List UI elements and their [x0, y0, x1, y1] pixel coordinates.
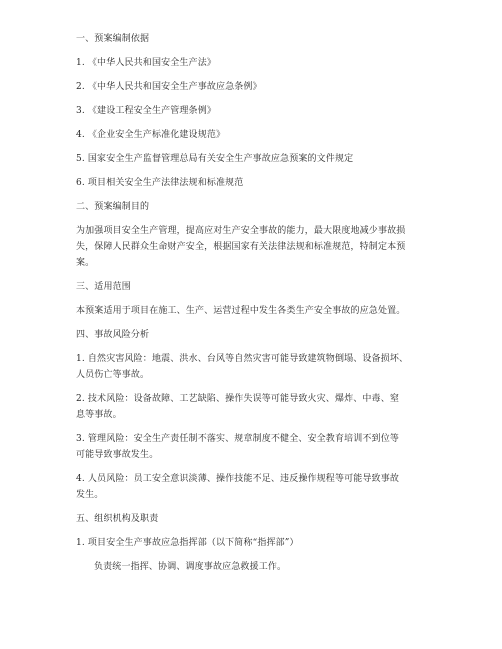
risk-2-line-2: 息等事故。: [76, 410, 122, 420]
purpose-line-2: 失，保障人民群众生命财产安全，根据国家有关法律法规和标准规范，特制定本预: [76, 242, 406, 252]
basis-item-2: 2. 《中华人民共和国安全生产事故应急条例》: [76, 82, 262, 92]
basis-item-4: 4. 《企业安全生产标准化建设规范》: [76, 130, 226, 140]
scope-line-1: 本预案适用于项目在施工、生产、运营过程中发生各类生产安全事故的应急处置。: [76, 306, 406, 316]
risk-4-line-1: 4. 人员风险：员工安全意识淡薄、操作技能不足、违反操作规程等可能导致事故: [76, 474, 399, 484]
organization-item-1: 1. 项目安全生产事故应急指挥部（以下简称“指挥部”）: [76, 538, 299, 548]
basis-item-6: 6. 项目相关安全生产法律法规和标准规范: [76, 178, 244, 188]
risk-1-line-2: 人员伤亡等事故。: [76, 370, 150, 380]
purpose-line-3: 案。: [76, 258, 95, 268]
risk-3-line-1: 3. 管理风险：安全生产责任制不落实、规章制度不健全、安全教育培训不到位等: [76, 434, 399, 444]
basis-item-3: 3. 《建设工程安全生产管理条例》: [76, 106, 216, 116]
section-heading-scope: 三、适用范围: [76, 282, 131, 292]
basis-item-1: 1. 《中华人民共和国安全生产法》: [76, 58, 216, 68]
section-heading-organization: 五、组织机构及职责: [76, 514, 159, 524]
section-heading-purpose: 二、预案编制目的: [76, 202, 150, 212]
basis-item-5: 5. 国家安全生产监督管理总局有关安全生产事故应急预案的文件规定: [76, 154, 354, 164]
section-heading-risk: 四、事故风险分析: [76, 330, 150, 340]
risk-3-line-2: 可能导致事故发生。: [76, 450, 159, 460]
purpose-line-1: 为加强项目安全生产管理，提高应对生产安全事故的能力，最大限度地减少事故损: [76, 226, 406, 236]
section-heading-basis: 一、预案编制依据: [76, 34, 150, 44]
organization-item-1-duty: 负责统一指挥、协调、调度事故应急救援工作。: [94, 562, 287, 572]
risk-1-line-1: 1. 自然灾害风险：地震、洪水、台风等自然灾害可能导致建筑物倒塌、设备损坏、: [76, 354, 409, 364]
risk-2-line-1: 2. 技术风险：设备故障、工艺缺陷、操作失误等可能导致火灾、爆炸、中毒、窒: [76, 394, 399, 404]
risk-4-line-2: 发生。: [76, 490, 104, 500]
